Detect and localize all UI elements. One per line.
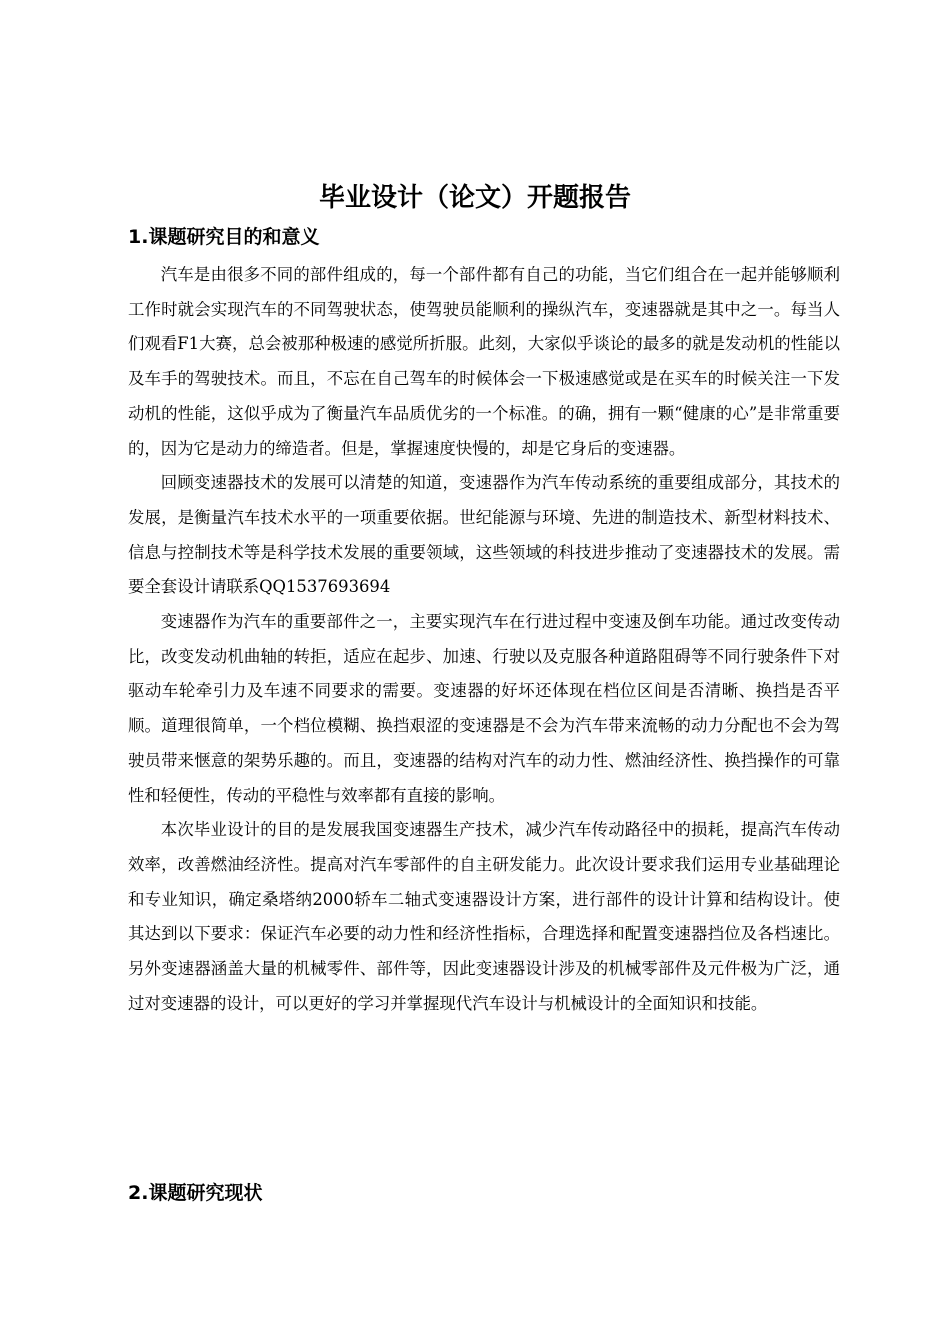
section-body-purpose [128,258,840,1021]
section-heading-status: 2.课题研究现状 [128,1182,263,1204]
section-heading-purpose: 1.课题研究目的和意义 [128,226,320,248]
paragraph-2: 回顾变速器技术的发展可以清楚的知道，变速器作为汽车传动系统的重要组成部分，其技术的发展，是衡量汽车技术水平的一项重要依据。世纪能源与环境、先进的制造技术、新型材料技术、信息与控制技术等是科学技术发展的重要领域，这些领域的科技进步推动了变速器技术的发展。需要全套设计请联系QQ1537693694 [128,473,840,597]
paragraph-3: 变速器作为汽车的重要部件之一，主要实现汽车在行进过程中变速及倒车功能。通过改变传动比，改变发动机曲轴的转拒，适应在起步、加速、行驶以及克服各种道路阻碍等不同行驶条件下对驱动车轮牵引力及车速不同要求的需要。变速器的好坏还体现在档位区间是否清晰、换挡是否平顺。道理很简单，一个档位模糊、换挡艰涩的变速器是不会为汽车带来流畅的动力分配也不会为驾驶员带来惬意的架势乐趣的。而且，变速器的结构对汽车的动力性、燃油经济性、换挡操作的可靠性和轻便性，传动的平稳性与效率都有直接的影响。 [128,612,840,805]
paragraph-1: 汽车是由很多不同的部件组成的，每一个部件都有自己的功能，当它们组合在一起并能够顺利工作时就会实现汽车的不同驾驶状态，使驾驶员能顺利的操纵汽车，变速器就是其中之一。每当人们观看F1大赛，总会被那种极速的感觉所折服。此刻，大家似乎谈论的最多的就是发动机的性能以及车手的驾驶技术。而且，不忘在自己驾车的时候体会一下极速感觉或是在买车的时候关注一下发动机的性能，这似乎成为了衡量汽车品质优劣的一个标准。的确，拥有一颗“健康的心”是非常重要的，因为它是动力的缔造者。但是，掌握速度快慢的，却是它身后的变速器。 [128,265,840,458]
paragraph-4: 本次毕业设计的目的是发展我国变速器生产技术，减少汽车传动路径中的损耗，提高汽车传动效率，改善燃油经济性。提高对汽车零部件的自主研发能力。此次设计要求我们运用专业基础理论和专业知识，确定桑塔纳2000轿车二轴式变速器设计方案，进行部件的设计计算和结构设计。使其达到以下要求：保证汽车必要的动力性和经济性指标，合理选择和配置变速器挡位及各档速比。另外变速器涵盖大量的机械零件、部件等，因此变速器设计涉及的机械零部件及元件极为广泛，通过对变速器的设计，可以更好的学习并掌握现代汽车设计与机械设计的全面知识和技能。 [128,820,840,1013]
document-title: 毕业设计（论文）开题报告 [318,183,631,213]
